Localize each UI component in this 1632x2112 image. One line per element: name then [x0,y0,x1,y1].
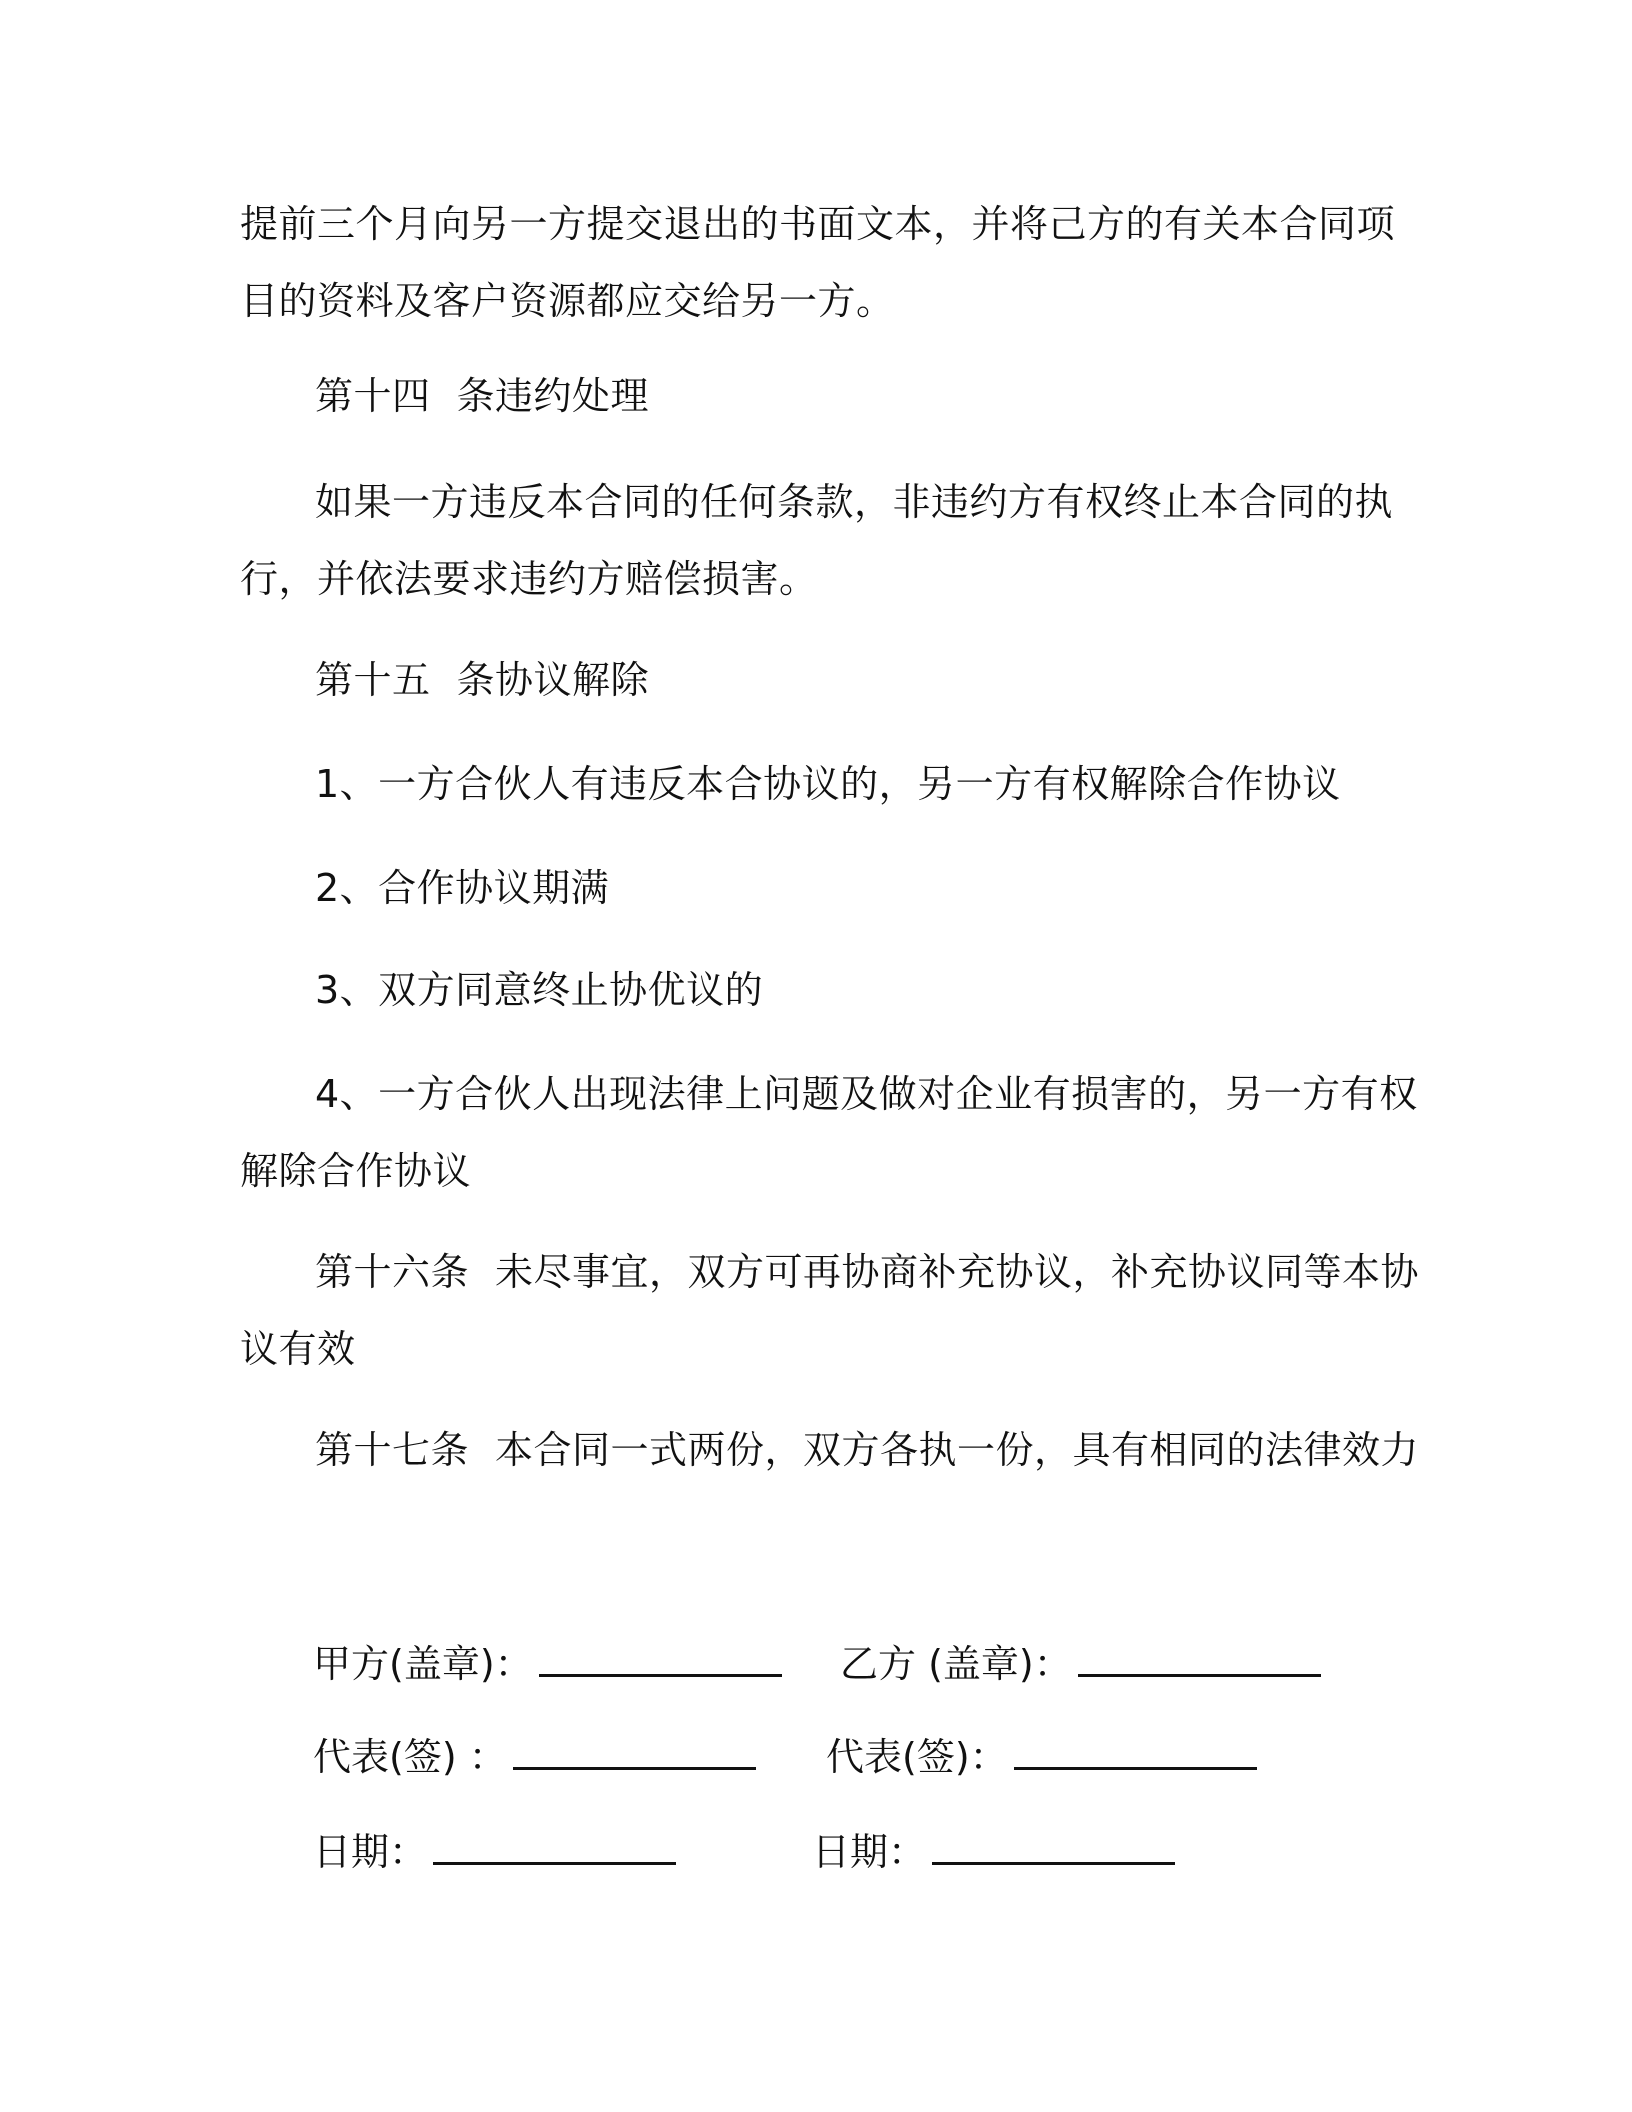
text-line: 行，并依法要求违约方赔偿损害。 [240,557,818,601]
text-line: 目的资料及客户资源都应交给另一方。 [240,279,895,323]
article-15-heading [240,642,1465,719]
article-number: 第十四 [315,374,431,418]
field-label: 甲方(盖章)： [313,1642,533,1686]
article-16 [240,1234,1420,1388]
paragraph-breach [240,464,1394,618]
article-number: 第十六条 [315,1250,470,1294]
text-line: 提前三个月向另一方提交退出的书面文本，并将己方的有关本合同项 [240,202,1396,246]
field-label: 代表(签) ： [313,1735,507,1779]
list-item-3 [240,952,1465,1029]
field-label: 乙方 (盖章)： [840,1642,1072,1686]
date-blank[interactable] [433,1826,676,1865]
signature-blank[interactable] [513,1731,756,1770]
field-label: 日期： [313,1830,428,1874]
date-blank[interactable] [932,1826,1175,1865]
list-item-2 [240,850,1465,927]
text-line: 4、一方合伙人出现法律上问题及做对企业有损害的，另一方有权 [315,1072,1418,1116]
date-b-field [812,1826,1175,1877]
rep-b-sign-field [826,1731,1257,1782]
paragraph-exit-notice [240,186,1396,340]
date-a-field [313,1826,676,1877]
article-title: 条违约处理 [456,374,650,418]
signature-blank[interactable] [1014,1731,1257,1770]
text-line: 议有效 [240,1327,356,1371]
signature-blank[interactable] [539,1638,782,1677]
article-title: 条协议解除 [456,658,650,702]
text-line [240,1234,1420,1311]
article-number: 第十五 [315,658,431,702]
article-text: 未尽事宜，双方可再协商补充协议，补充协议同等本协 [495,1250,1420,1294]
list-item-text: 1、一方合伙人有违反本合协议的，另一方有权解除合作协议 [315,762,1341,806]
list-item-4 [240,1056,1418,1210]
party-a-seal-field [313,1638,782,1689]
party-b-seal-field [840,1638,1321,1689]
signature-blank[interactable] [1078,1638,1321,1677]
text-line: 如果一方违反本合同的任何条款，非违约方有权终止本合同的执 [315,480,1394,524]
list-item-text: 2、合作协议期满 [315,866,610,910]
list-item-1 [240,746,1465,823]
list-item-text: 3、双方同意终止协优议的 [315,968,764,1012]
field-label: 日期： [812,1830,927,1874]
article-number: 第十七条 [315,1428,470,1472]
field-label: 代表(签)： [826,1735,1008,1779]
rep-a-sign-field [313,1731,756,1782]
text-line: 解除合作协议 [240,1149,472,1193]
article-14-heading [240,358,1465,435]
article-17 [240,1412,1465,1489]
article-text: 本合同一式两份，双方各执一份，具有相同的法律效力 [495,1428,1420,1472]
